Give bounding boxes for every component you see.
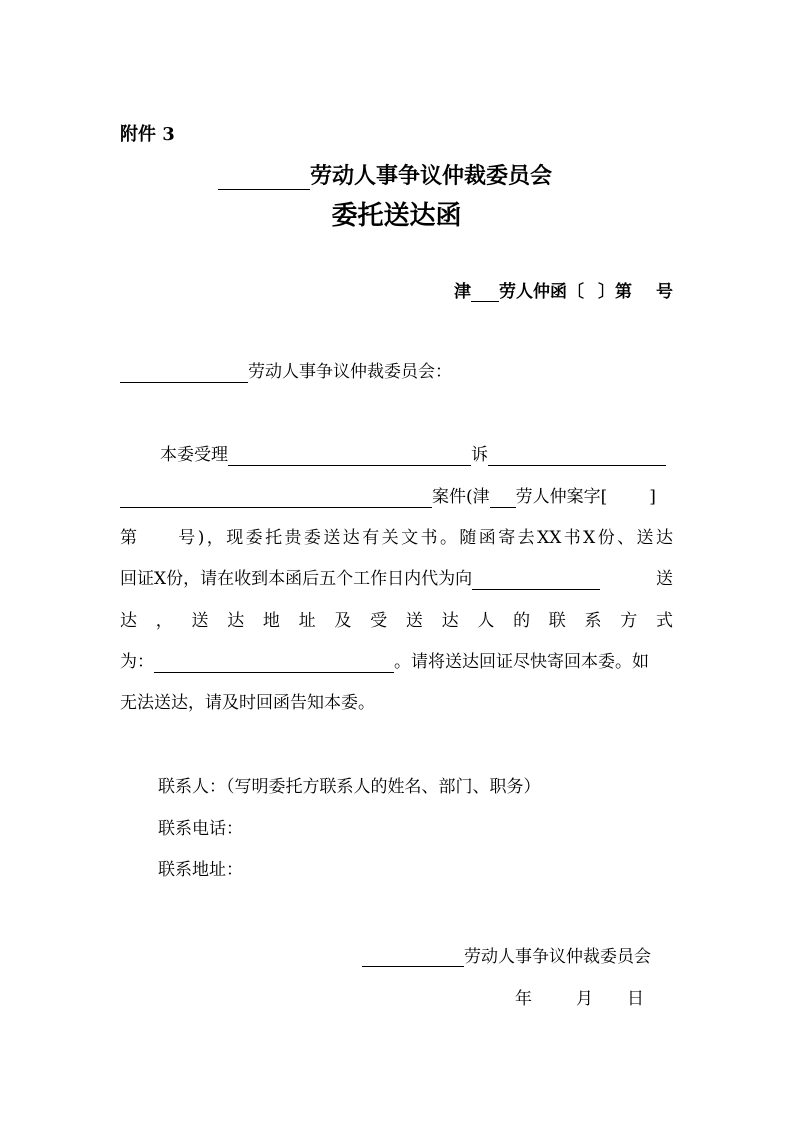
body-line-2: [120, 486, 673, 508]
contact-phone: 联系电话：: [158, 819, 243, 839]
text: ]: [649, 487, 656, 507]
body-line-4: [120, 568, 673, 590]
body-line-7: 无法送达，请及时回函告知本委。: [120, 693, 375, 713]
doc-number-prefix: 津: [454, 282, 471, 302]
title-org-line: [218, 159, 552, 190]
signature-org-blank: [362, 948, 464, 967]
text: 送: [656, 569, 673, 589]
text: 为：: [120, 652, 154, 672]
text: 案件(津: [432, 487, 490, 507]
text: 。请将送达回证尽快寄回本委。如: [394, 652, 649, 672]
attachment-label: 附件 3: [120, 124, 175, 145]
signature-line: [362, 942, 651, 967]
org-name-blank: [218, 166, 310, 190]
case-blank: [490, 489, 516, 508]
text: 劳人仲案字[: [515, 487, 608, 507]
doc-number: [454, 277, 673, 302]
addressee-suffix: 劳动人事争议仲裁委员会：: [248, 362, 452, 382]
doc-number-bracket: 〕第: [598, 282, 632, 302]
recipient-blank: [472, 571, 600, 590]
doc-number-blank: [471, 283, 499, 302]
date-year: 年: [515, 989, 532, 1009]
date-day: 日: [627, 989, 644, 1009]
doc-number-suffix: 号: [656, 282, 673, 302]
text: 诉: [471, 445, 488, 465]
date-month: 月: [576, 989, 593, 1009]
applicant-blank: [228, 447, 471, 466]
body-line-1: [120, 444, 673, 466]
case-name-blank: [120, 489, 432, 508]
text: 本委受理: [160, 445, 228, 465]
contact-person: 联系人：（写明委托方联系人的姓名、部门、职务）: [158, 777, 541, 797]
body-line-3: 第 号)，现委托贵委送达有关文书。随函寄去XX书X份、送达: [120, 528, 673, 548]
respondent-blank: [488, 447, 666, 466]
title-org-suffix: 劳动人事争议仲裁委员会: [310, 163, 553, 189]
addressee-line: [120, 361, 673, 383]
signature-org-suffix: 劳动人事争议仲裁委员会: [464, 947, 651, 967]
text: 回证X份，请在收到本函后五个工作日内代为向: [120, 569, 473, 589]
body-line-5: 达，送达地址及受送达人的联系方式: [120, 611, 673, 631]
addressee-blank: [120, 364, 248, 383]
doc-number-middle: 劳人仲函〔: [499, 282, 584, 302]
contact-blank: [154, 654, 394, 673]
body-line-6: [120, 651, 673, 673]
doc-title: 委托送达函: [331, 201, 462, 231]
contact-address: 联系地址：: [158, 860, 243, 880]
